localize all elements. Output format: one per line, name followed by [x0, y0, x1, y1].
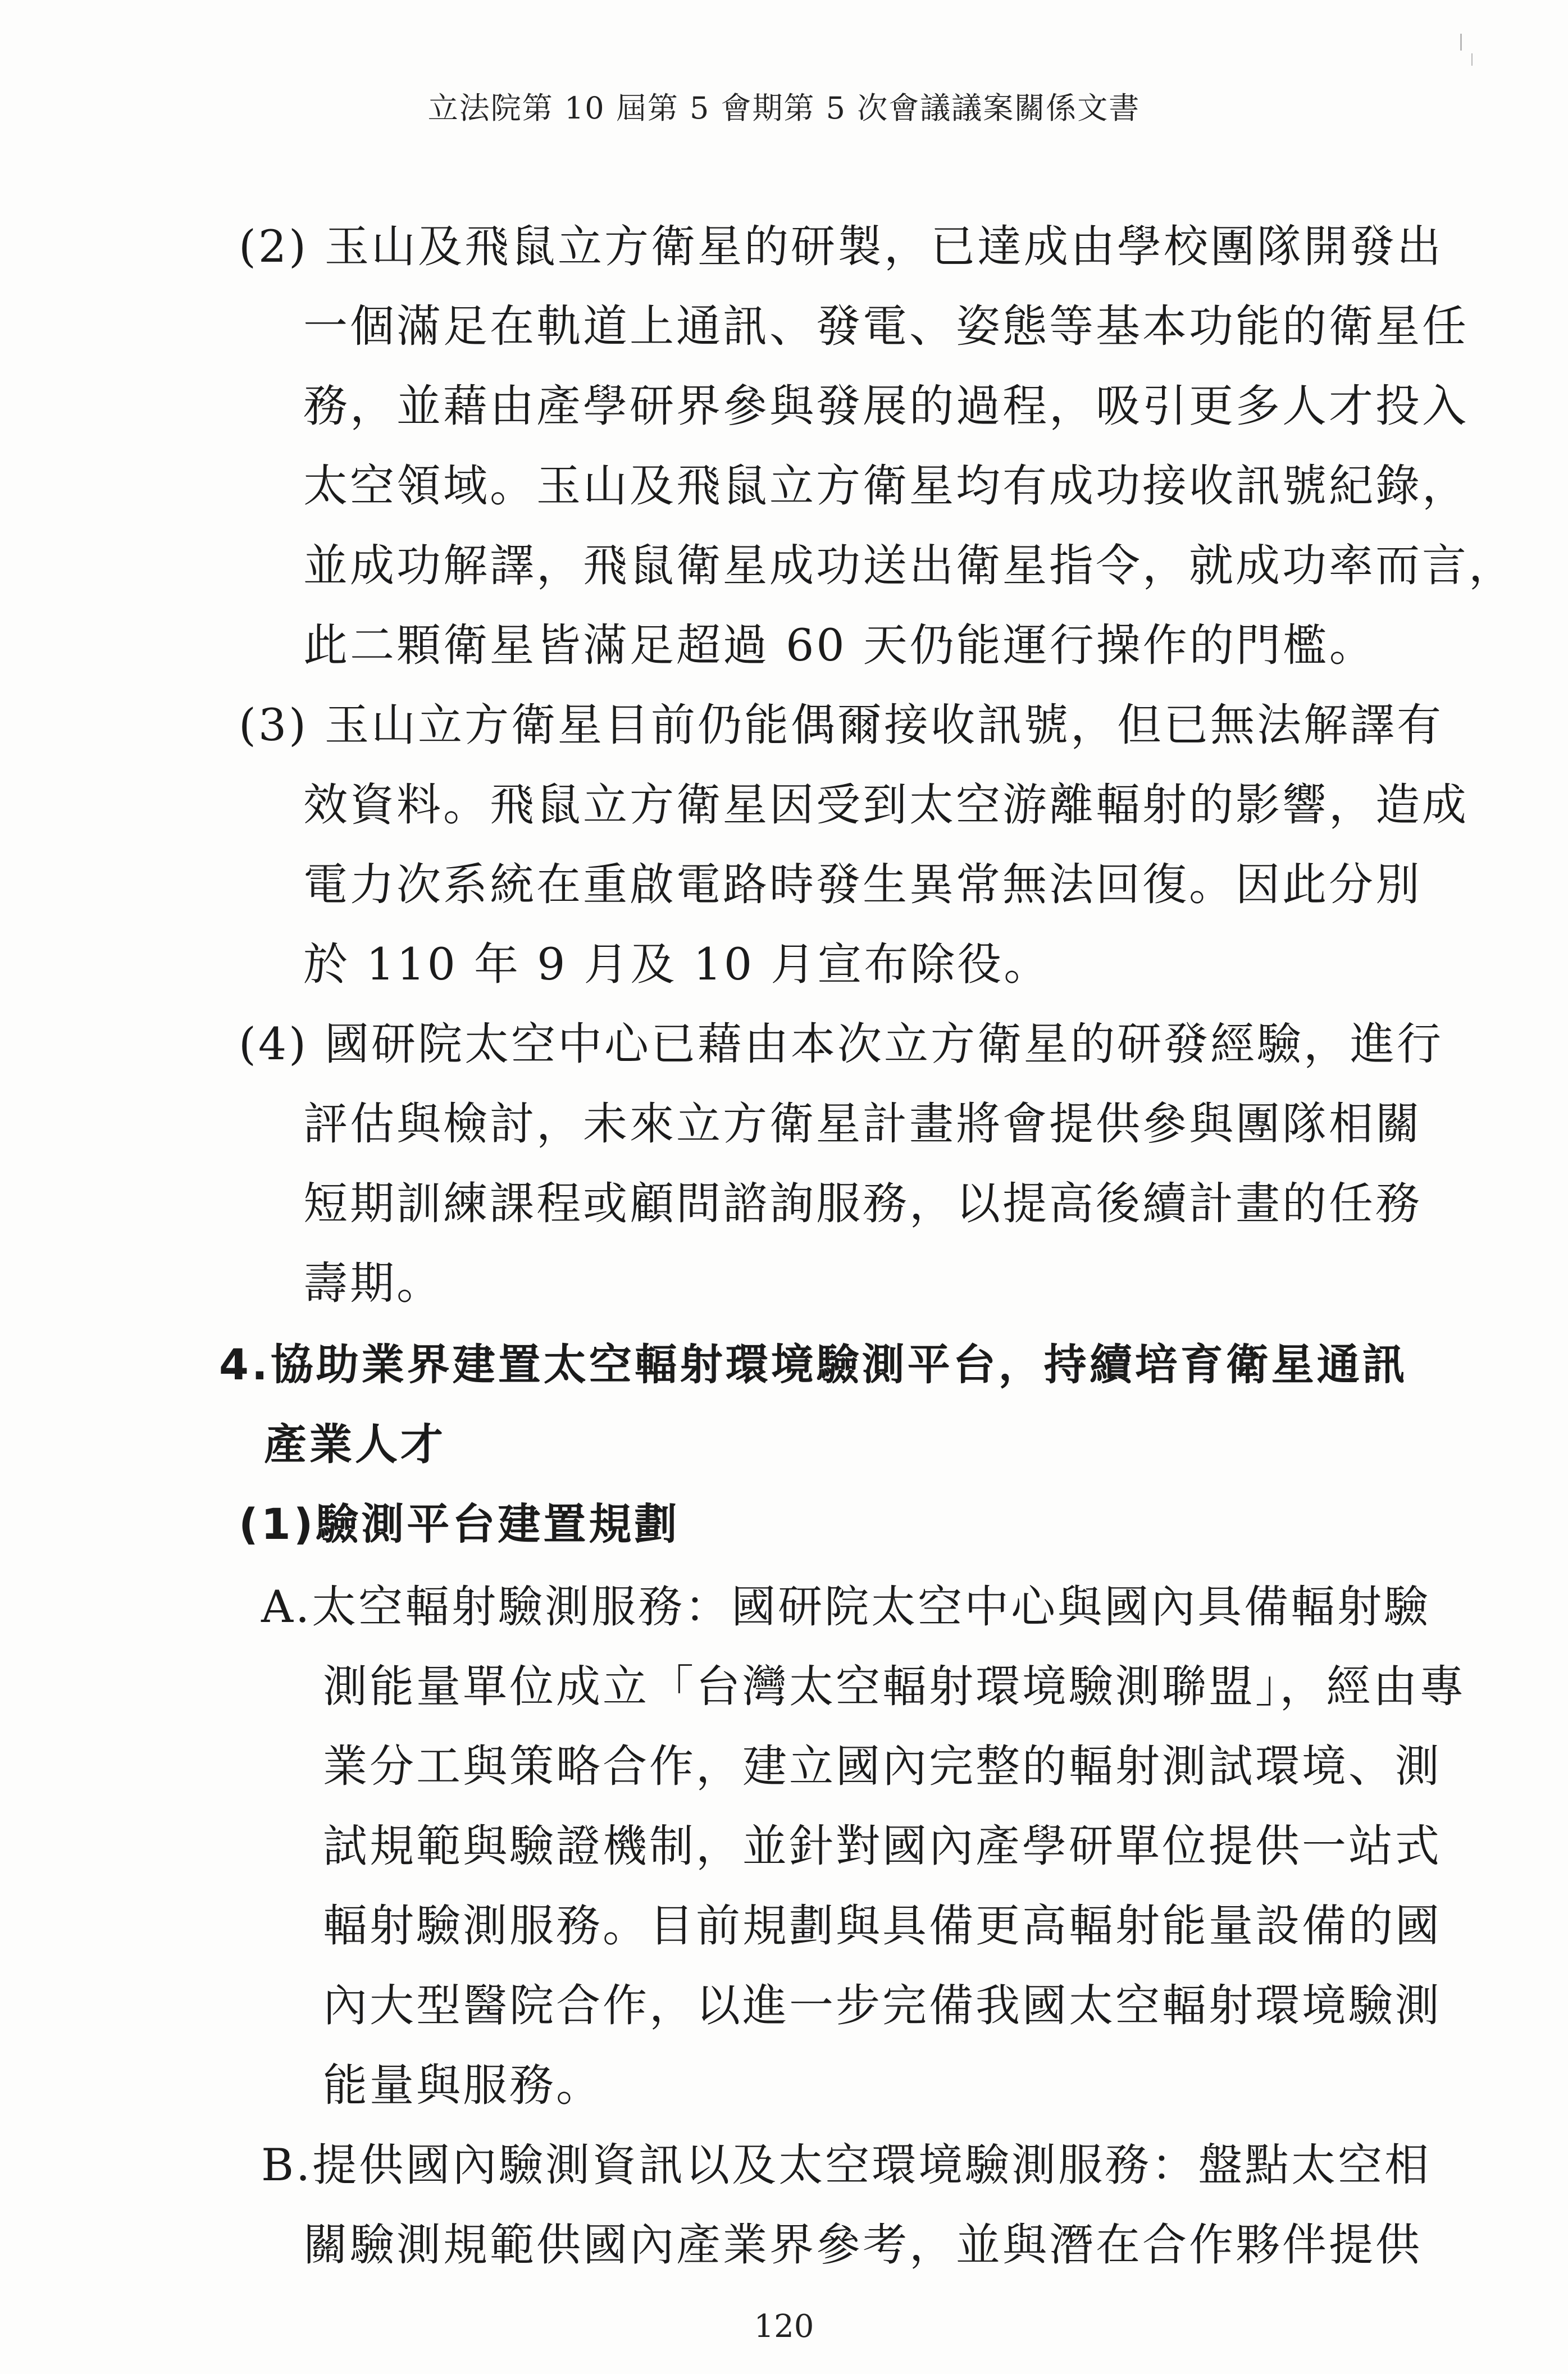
- body-line: 效資料。飛鼠立方衛星因受到太空游離輻射的影響，造成: [303, 779, 1469, 831]
- body-line: (3) 玉山立方衛星目前仍能偶爾接收訊號，但已無法解譯有: [239, 699, 1444, 751]
- body-line: 輻射驗測服務。目前規劃與具備更高輻射能量設備的國: [323, 1900, 1442, 1952]
- scan-artifact: [1471, 53, 1473, 66]
- body-line: 太空領域。玉山及飛鼠立方衛星均有成功接收訊號紀錄，: [303, 460, 1469, 512]
- body-line: 於 110 年 9 月及 10 月宣布除役。: [303, 938, 1051, 990]
- scan-artifact: [1460, 34, 1462, 51]
- body-line: 關驗測規範供國內產業界參考，並與潛在合作夥伴提供: [303, 2219, 1422, 2271]
- body-line: 能量與服務。: [323, 2059, 603, 2111]
- body-line: 短期訓練課程或顧問諮詢服務，以提高後續計畫的任務: [303, 1178, 1422, 1229]
- body-line: 務，並藉由產學研界參與發展的過程，吸引更多人才投入: [303, 380, 1469, 432]
- section-heading: 產業人才: [264, 1419, 446, 1469]
- body-line: A.太空輻射驗測服務：國研院太空中心與國內具備輻射驗: [261, 1581, 1431, 1633]
- body-line: B.提供國內驗測資訊以及太空環境驗測服務：盤點太空相: [261, 2139, 1432, 2191]
- body-line: (2) 玉山及飛鼠立方衛星的研製，已達成由學校團隊開發出: [239, 221, 1444, 272]
- page-number: 120: [754, 2308, 814, 2345]
- body-line: (4) 國研院太空中心已藉由本次立方衛星的研發經驗，進行: [239, 1018, 1444, 1070]
- body-line: 一個滿足在軌道上通訊、發電、姿態等基本功能的衛星任: [303, 300, 1469, 352]
- body-line: 此二顆衛星皆滿足超過 60 天仍能運行操作的門檻。: [303, 619, 1376, 671]
- body-line: 業分工與策略合作，建立國內完整的輻射測試環境、測: [323, 1740, 1442, 1792]
- subsection-heading: (1)驗測平台建置規劃: [239, 1499, 680, 1549]
- body-line: 內大型醫院合作，以進一步完備我國太空輻射環境驗測: [323, 1980, 1442, 2031]
- body-line: 壽期。: [303, 1257, 443, 1309]
- body-line: 測能量單位成立「台灣太空輻射環境驗測聯盟」，經由專: [323, 1661, 1466, 1712]
- body-line: 評估與檢討，未來立方衛星計畫將會提供參與團隊相關: [303, 1098, 1422, 1150]
- body-line: 並成功解譯，飛鼠衛星成功送出衛星指令，就成功率而言，: [303, 540, 1515, 591]
- page-header: 立法院第 10 屆第 5 會期第 5 次會議議案關係文書: [427, 90, 1141, 126]
- body-line: 試規範與驗證機制，並針對國內產學研單位提供一站式: [323, 1820, 1442, 1872]
- section-heading: 4.協助業界建置太空輻射環境驗測平台，持續培育衛星通訊: [219, 1339, 1408, 1389]
- body-line: 電力次系統在重啟電路時發生異常無法回復。因此分別: [303, 859, 1422, 910]
